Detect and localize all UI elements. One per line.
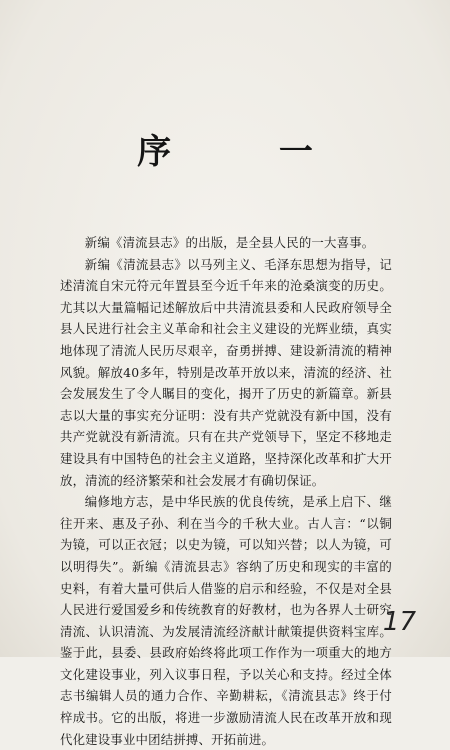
page-number: 17 (382, 607, 416, 637)
page-title: 序 一 (137, 132, 361, 172)
paragraph: 编修地方志，是中华民族的优良传统，是承上启下、继往开来、惠及子孙、利在当今的千秋大业。古人言：“以铜为镜，可以正衣冠；以史为镜，可以知兴替；以人为镜，可以明得失”。新编《清流县志》容纳了历史和现实的丰富的史料，有着大量可供后人借鉴的启示和经验，不仅是对全县人民进行爱国爱乡和传统教育的好教材，也为各界人士研究清流、认识清流、为发展清流经济献计献策提供资料宝库。鉴于此，县委、县政府始终将此项工作作为一项重大的地方文化建设事业，列入议事日程，予以关心和支持。经过全体志书编辑人员的通力合作、辛勤耕耘，《清流县志》终于付梓成书。它的出版，将进一步激励清流人民在改革开放和现代化建设事业中团结拼搏、开拓前进。 (60, 494, 392, 747)
body-text (60, 232, 392, 750)
paragraph: 新编《清流县志》以马列主义、毛泽东思想为指导，记述清流自宋元符元年置县至今近千年来的沧桑演变的历史。尤其以大量篇幅记述解放后中共清流县委和人民政府领导全县人民进行社会主义革命和社会主义建设的光辉业绩，真实地体现了清流人民历尽艰辛，奋勇拼搏、建设新清流的精神风貌。解放40多年，特别是改革开放以来，清流的经济、社会发展发生了令人瞩目的变化，揭开了历史的新篇章。新县志以大量的事实充分证明：没有共产党就没有新中国，没有共产党就没有新清流。只有在共产党领导下，坚定不移地走建设具有中国特色的社会主义道路，坚持深化改革和扩大开放，清流的经济繁荣和社会发展才有确切保证。 (60, 256, 392, 488)
paragraph: 新编《清流县志》的出版，是全县人民的一大喜事。 (84, 235, 375, 250)
